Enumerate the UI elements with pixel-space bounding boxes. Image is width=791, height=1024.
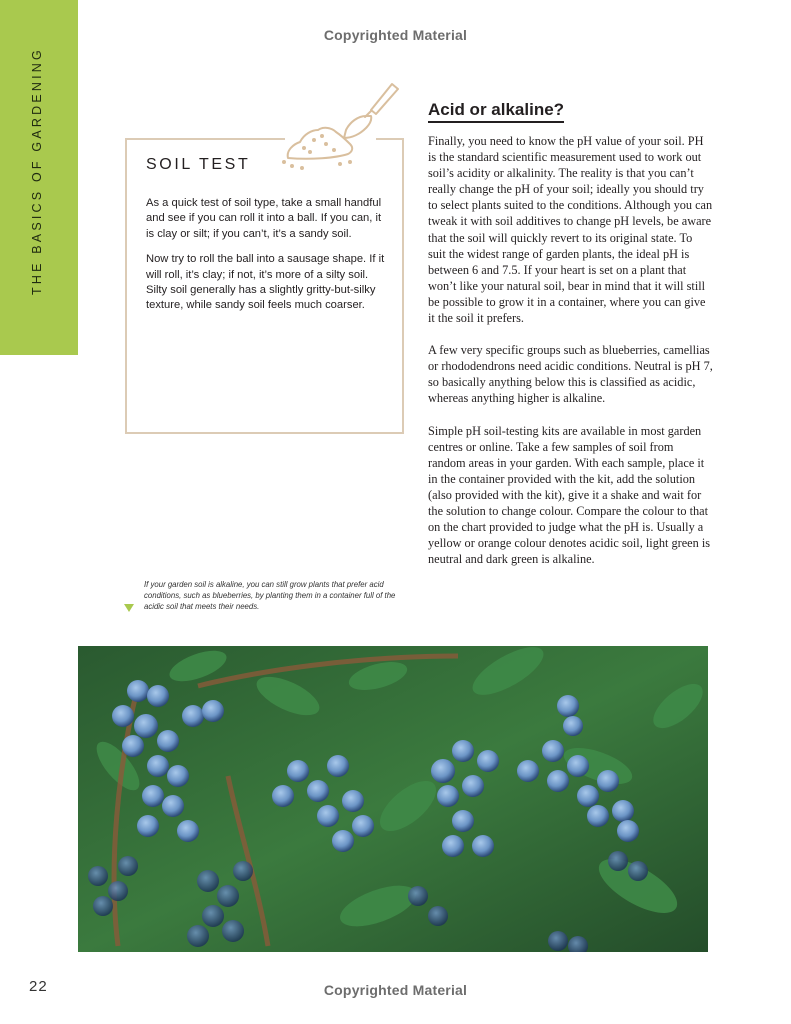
box-border-top-left (125, 138, 285, 140)
soil-test-body (146, 196, 386, 324)
body-paragraph-2: A few very specific groups such as blueberries, camellias or rhododendrons need acidic conditions. Neutral is pH 7, so basically anything below this is classified as acidic, whereas anything higher is alkaline. (428, 343, 713, 406)
blueberry-bush-photo (78, 646, 708, 952)
photo-caption: If your garden soil is alkaline, you can still grow plants that prefer acid conditions, such as blueberries, by planting them in a container full of the acidic soil that meets their needs. (144, 580, 396, 611)
soil-test-sidebar-box (125, 138, 404, 434)
copyright-watermark-top: Copyrighted Material (323, 27, 468, 43)
chapter-side-tab (0, 0, 78, 355)
soil-test-paragraph-1: As a quick test of soil type, take a small handful and see if you can roll it into a ball. If you can, it is clay or silt; if you can’t, it’s a sandy soil. (146, 197, 382, 240)
section-heading: Acid or alkaline? (428, 100, 564, 123)
chapter-title: THE BASICS OF GARDENING (30, 47, 44, 295)
soil-test-paragraph-2: Now try to roll the ball into a sausage shape. If it will roll, it’s clay; if not, it’s more of a silty soil. Silty soil generally has a slightly gritty-but-silky texture, while sandy soil feels much coarser. (146, 253, 385, 312)
body-paragraph-3: Simple pH soil-testing kits are available in most garden centres or online. Take a few samples of soil from random areas in your garden. With each sample, place it in the container provided with the kit, add the solution (also provided with the kit), give it a shake and wait for the solution to change colour. Compare the colour to that on the chart provided to judge what the pH is. Usually a yellow or orange colour denotes acidic soil, light green is neutral and dark green is alkaline. (428, 423, 711, 567)
page-number: 22 (29, 978, 48, 995)
soil-test-title: SOIL TEST (146, 156, 251, 173)
body-paragraph-1: Finally, you need to know the pH value of your soil. PH is the standard scientific measurement used to work out soil’s acidity or alkalinity. The reality is that you can’t really change the pH of your soil; ideally you should try to select plants suited to the conditions. Although you can tweak it with soil additives to change pH levels, be aware that the soil will quickly revert to its original state. To suit the widest range of garden plants, the ideal pH is between 6 and 7.5. If your heart is set on a plant that won’t like your natural soil, bear in mind that it will still be possible to grow it in a container, where you can give it the soil it prefers. (428, 134, 713, 326)
main-text-column (428, 100, 713, 583)
copyright-watermark-bottom: Copyrighted Material (323, 982, 468, 998)
triangle-down-icon (124, 604, 134, 612)
box-border-top-right (376, 138, 404, 140)
